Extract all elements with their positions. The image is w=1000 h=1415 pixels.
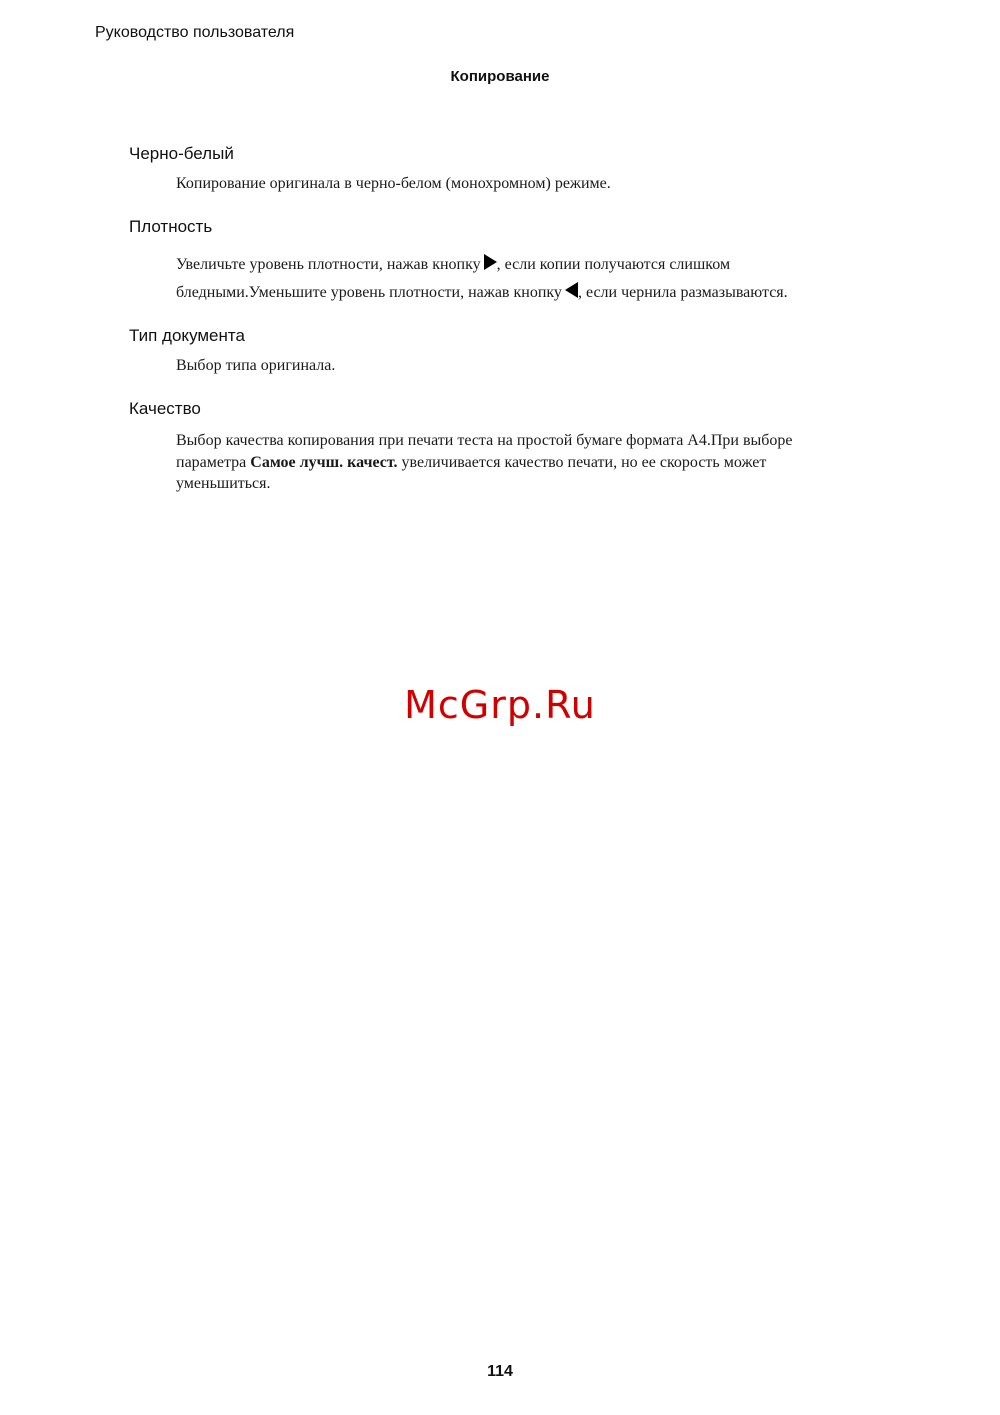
desc-quality-line-2 [176, 452, 876, 474]
page-number: 114 [487, 1363, 513, 1380]
desc-density-line-1-end: , если копии получаются слишком [496, 256, 731, 273]
desc-density-line-2-end: , если чернила размазываются. [577, 284, 788, 301]
term-document-type: Тип документа [129, 326, 245, 345]
desc-quality-line-1: Выбор качества копирования при печати теста на простой бумаге формата A4.При выборе [176, 432, 793, 449]
quality-setting-name: Самое лучш. качест. [250, 453, 398, 471]
term-density: Плотность [129, 217, 213, 236]
running-header: Руководство пользователя [95, 24, 295, 41]
watermark: McGrp.Ru [404, 683, 596, 727]
desc-document-type [176, 357, 876, 375]
term-black-white: Черно-белый [129, 144, 234, 163]
desc-quality-line-3: уменьшиться. [176, 475, 271, 492]
desc-black-white-text: Копирование оригинала в черно-белом (монохромном) режиме. [176, 175, 611, 192]
right-triangle-button-icon [484, 254, 497, 270]
left-triangle-button-icon [565, 282, 578, 298]
desc-density-line-1 [176, 254, 876, 282]
desc-density-line-1-start: Увеличьте уровень плотности, нажав кнопку [176, 256, 481, 273]
desc-density-line-2 [176, 282, 876, 302]
chapter-title: Копирование [450, 68, 550, 85]
desc-density-line-2-start: бледными.Уменьшите уровень плотности, нажав кнопку [176, 284, 562, 301]
desc-document-type-text: Выбор типа оригинала. [176, 357, 336, 374]
desc-black-white [176, 175, 876, 193]
desc-quality [176, 430, 876, 495]
term-quality: Качество [129, 399, 201, 418]
desc-density [176, 254, 876, 302]
desc-quality-line-2-end: увеличивается качество печати, но ее скорость может [397, 453, 767, 471]
desc-quality-line-2-start: параметра [176, 453, 251, 471]
